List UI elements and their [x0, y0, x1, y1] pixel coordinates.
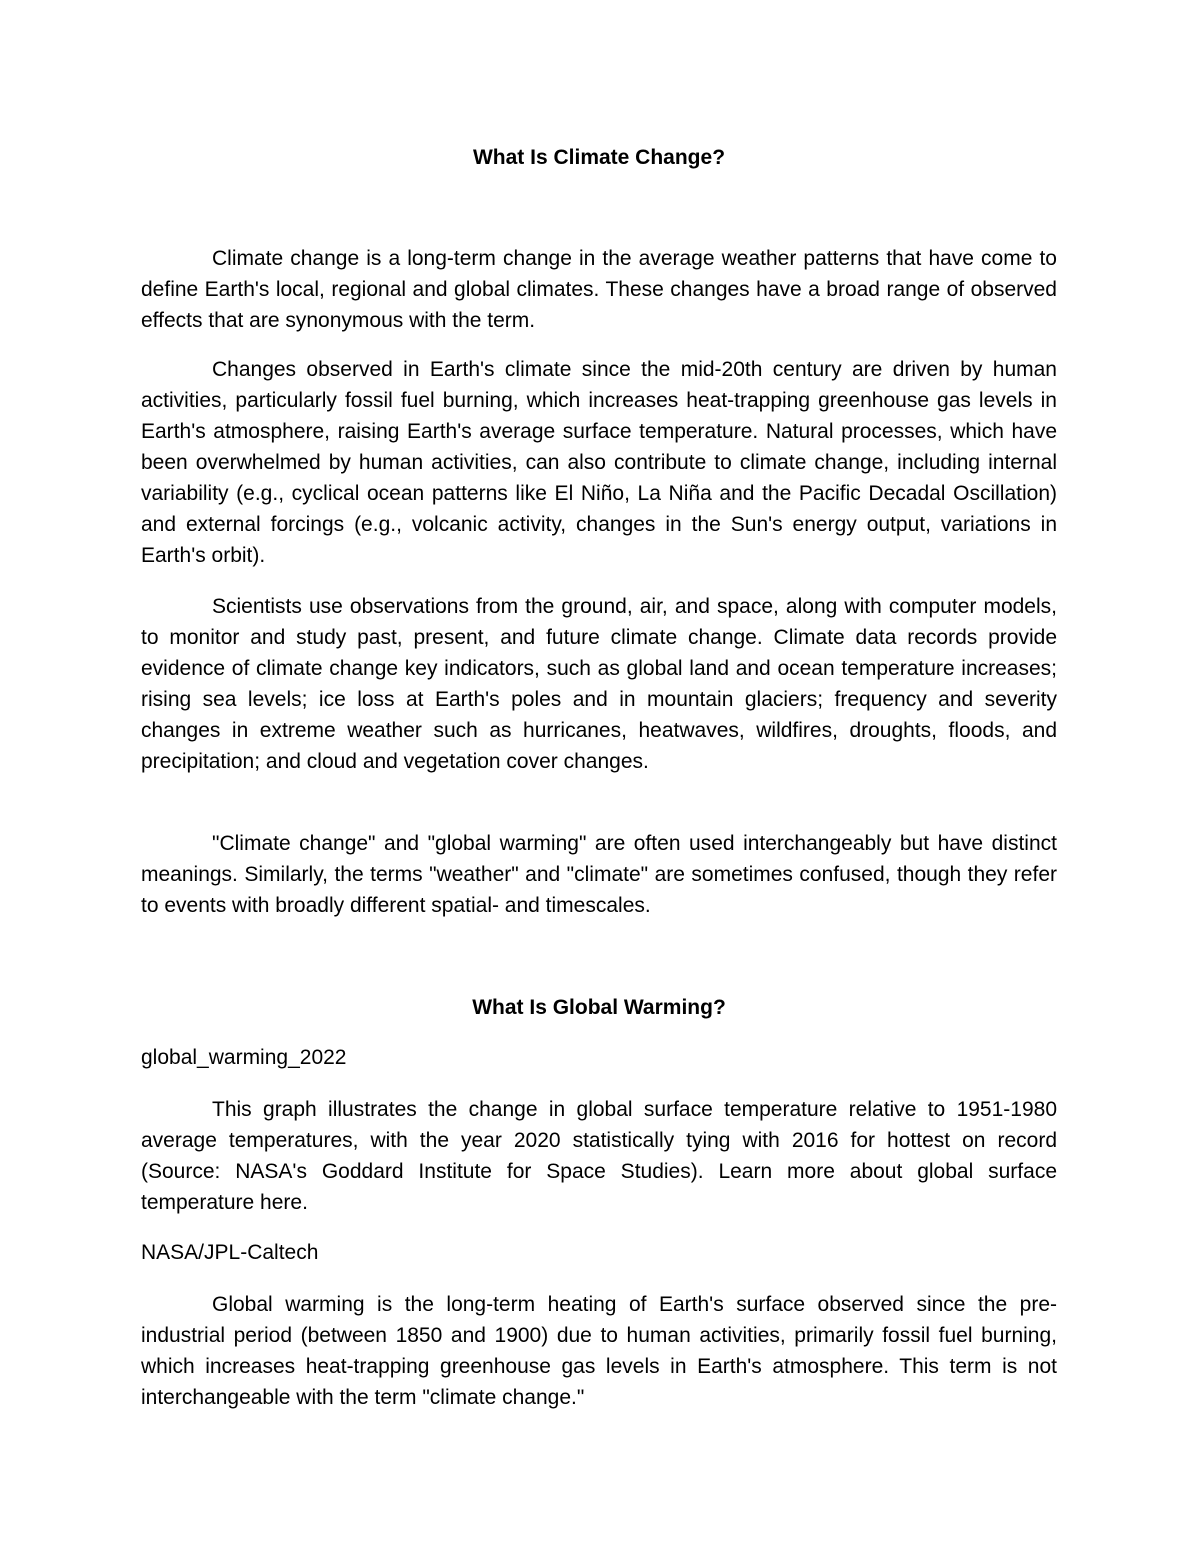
paragraph-human-activities: Changes observed in Earth's climate since the mid-20th century are driven by human activities, particularly fossil fuel burning, which increases heat-trapping greenhouse gas levels in Earth's atmosphere, raising Earth's average surface temperature. Natural processes, which have been overwhelmed by human activities, can also contribute to climate change, including internal variability (e.g., cyclical ocean patterns like El Niño, La Niña and the Pacific Decadal Oscillation) and external forcings (e.g., volcanic activity, changes in the Sun's energy output, variations in Earth's orbit).: [141, 358, 1057, 567]
image-credit: NASA/JPL-Caltech: [141, 1241, 319, 1264]
paragraph-graph-description: This graph illustrates the change in global surface temperature relative to 1951-1980 average temperatures, with the year 2020 statistically tying with 2016 for hottest on record (Source: NASA's Goddard Institute for Space Studies). Learn more about global surface temperature here.: [141, 1098, 1057, 1214]
image-caption: global_warming_2022: [141, 1046, 347, 1069]
section-heading-global-warming: What Is Global Warming?: [472, 996, 726, 1019]
section-heading-climate-change: What Is Climate Change?: [472, 146, 726, 169]
paragraph-global-warming-definition: Global warming is the long-term heating of Earth's surface observed since the pre-industrial period (between 1850 and 1900) due to human activities, primarily fossil fuel burning, which increases heat-trapping greenhouse gas levels in Earth's atmosphere. This term is not interchangeable with the term "climate change.": [141, 1293, 1057, 1409]
paragraph-climate-change-definition: Climate change is a long-term change in the average weather patterns that have come to define Earth's local, regional and global climates. These changes have a broad range of observed effects that are synonymous with the term.: [141, 247, 1057, 332]
paragraph-terminology: "Climate change" and "global warming" are often used interchangeably but have distinct meanings. Similarly, the terms "weather" and "climate" are sometimes confused, though they refer to events with broadly different spatial- and timescales.: [141, 832, 1057, 917]
paragraph-observations: Scientists use observations from the ground, air, and space, along with computer models, to monitor and study past, present, and future climate change. Climate data records provide evidence of climate change key indicators, such as global land and ocean temperature increases; rising sea levels; ice loss at Earth's poles and in mountain glaciers; frequency and severity changes in extreme weather such as hurricanes, heatwaves, wildfires, droughts, floods, and precipitation; and cloud and vegetation cover changes.: [141, 595, 1057, 773]
